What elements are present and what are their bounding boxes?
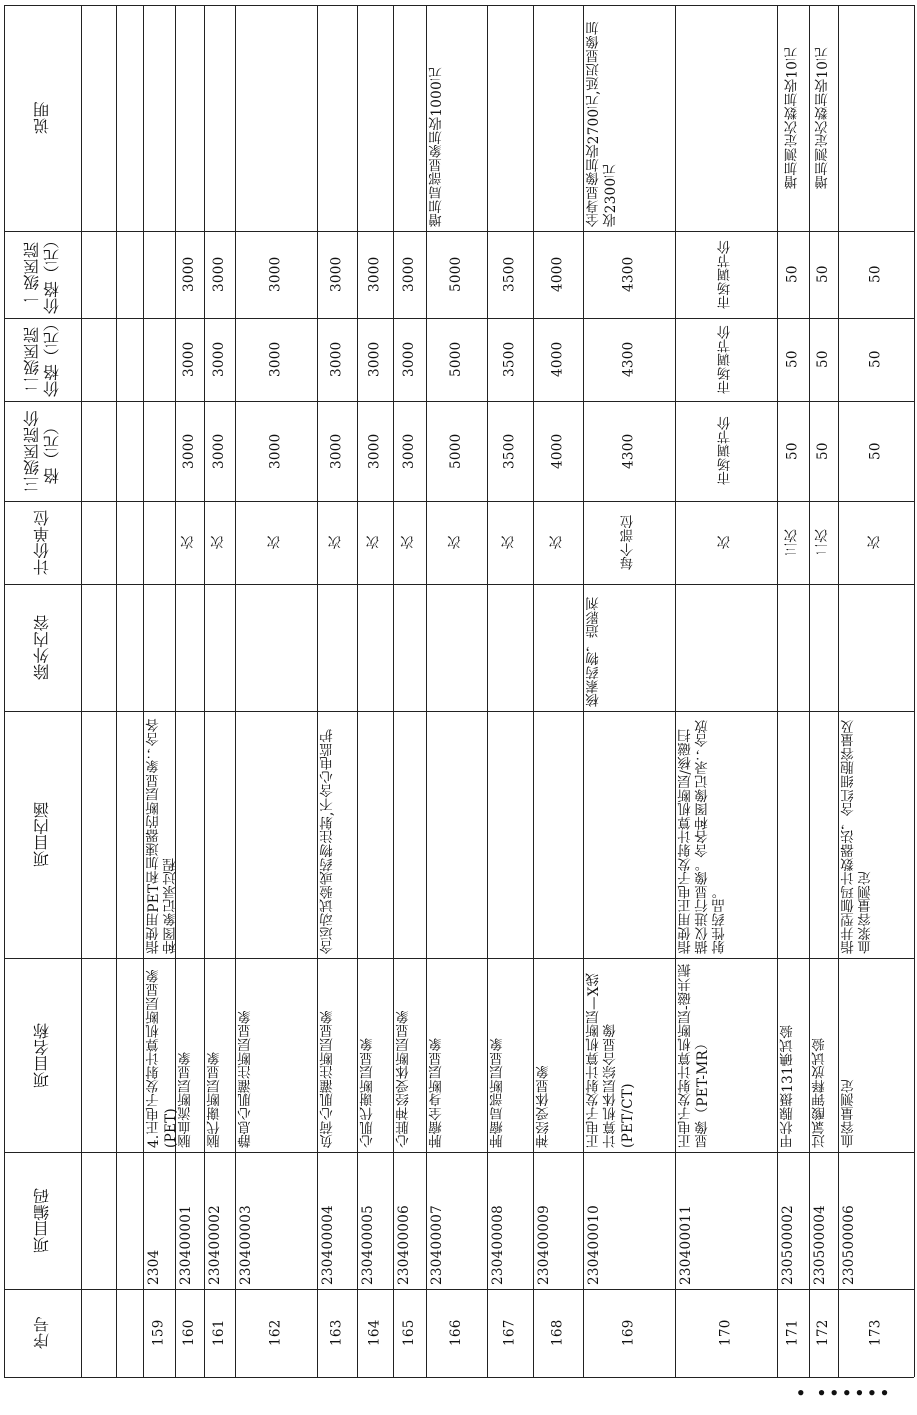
header-cell-name: 项目名称 xyxy=(32,1022,52,1088)
cell-price1: 3000 xyxy=(181,256,197,293)
cell-price3: 4000 xyxy=(549,433,566,469)
header-cell-excluded: 除外内容 xyxy=(32,614,52,681)
cell-name: 负荷心肌灌注断层显象 xyxy=(320,1010,336,1148)
cell-code: 230400006 xyxy=(396,1204,412,1285)
cell-content: 指使用正电子发射计算机断层/核磁扫描仪进行显像。含各种图像记录；含放射性药品。 xyxy=(678,719,728,954)
cell-excluded xyxy=(143,584,175,711)
cell-unit: 每个部位 xyxy=(620,514,637,571)
cell-unit: 次 xyxy=(867,535,884,550)
cell-code: 230400011 xyxy=(678,1204,694,1285)
cell-unit: 次 xyxy=(328,535,345,550)
header-cell-unit: 计价单位 xyxy=(32,509,52,576)
table-rule-vertical xyxy=(914,5,915,1377)
cell-name: 心肌代谢断层显象 xyxy=(360,1037,376,1148)
cell-content: 指使用PET和加速器的断层显象；含各种图象记录过程 xyxy=(146,718,179,954)
cell-content xyxy=(235,711,317,958)
cell-unit: 次 xyxy=(181,535,197,550)
cell-price2: 5000 xyxy=(448,341,464,378)
cell-price2 xyxy=(143,318,175,401)
cell-excluded xyxy=(838,584,914,711)
header-column xyxy=(4,0,81,1415)
cell-content xyxy=(777,711,809,958)
table-rule-vertical xyxy=(116,5,117,1377)
cell-name: 正电子发射计算机断层—X线计算机体层综合显像(PET/CT) xyxy=(586,972,636,1148)
header-cell-price2: 二级医院价格（元） xyxy=(22,315,62,397)
cell-excluded: 核素药物，造影剂 xyxy=(586,596,602,707)
table-row xyxy=(777,0,809,1415)
cell-price2: 3000 xyxy=(328,341,345,378)
cell-unit: 次 xyxy=(501,535,518,550)
cell-price2: 4000 xyxy=(549,341,566,378)
cell-note xyxy=(533,5,583,231)
cell-name: 甲状腺摄131碘试验 xyxy=(780,1024,796,1148)
cell-excluded xyxy=(204,584,235,711)
cell-price1: 50 xyxy=(867,265,884,284)
cell-name: 肿瘤局部断层显象 xyxy=(490,1037,506,1148)
cell-code: 230400004 xyxy=(320,1204,336,1285)
cell-note: 增加局部显象加收1000元 xyxy=(429,67,445,227)
cell-code: 230500006 xyxy=(841,1204,857,1285)
table-row xyxy=(235,0,317,1415)
cell-seq: 169 xyxy=(620,1319,637,1347)
cell-note xyxy=(487,5,533,231)
cell-price1: 4300 xyxy=(620,256,637,293)
cell-seq: 159 xyxy=(150,1319,167,1347)
cell-name: 4.正电子发射计算机断层显象(PET) xyxy=(146,968,179,1148)
cell-name: 正电子发射计算机断层-磁共振显像（PET-MR） xyxy=(678,963,711,1148)
cell-content: 含运动试验或药物注射,不含心电监护 xyxy=(320,728,336,954)
cell-content xyxy=(583,711,675,958)
cell-price2: 50 xyxy=(815,350,831,369)
cell-unit: 次 xyxy=(448,535,464,550)
cell-note xyxy=(675,5,777,231)
cell-price3: 50 xyxy=(815,442,831,460)
cell-content xyxy=(175,711,204,958)
cell-excluded xyxy=(809,584,838,711)
cell-excluded xyxy=(393,584,426,711)
cell-unit: 次 xyxy=(401,535,417,550)
header-cell-seq: 序号 xyxy=(32,1316,52,1350)
cell-name: 过氯酸钾释放试验 xyxy=(812,1037,828,1148)
cell-price3: 3000 xyxy=(181,433,197,469)
cell-unit: 次 xyxy=(549,535,566,550)
table-row xyxy=(143,0,179,1415)
cell-note xyxy=(175,5,204,231)
cell-price2: 3000 xyxy=(401,341,417,378)
table-row xyxy=(838,0,914,1415)
table-row xyxy=(809,0,838,1415)
cell-price3: 4300 xyxy=(620,433,637,469)
cell-seq: 170 xyxy=(717,1319,734,1347)
cell-note xyxy=(838,5,914,231)
cell-price1: 3000 xyxy=(401,256,417,293)
cell-price1: 5000 xyxy=(448,256,464,293)
cell-note xyxy=(143,5,175,231)
cell-note xyxy=(204,5,235,231)
cell-seq: 164 xyxy=(366,1319,383,1347)
cell-seq: 166 xyxy=(448,1319,464,1347)
cell-price2: 3000 xyxy=(211,341,227,378)
cell-code: 230400007 xyxy=(429,1204,445,1285)
cell-content xyxy=(426,711,487,958)
cell-content xyxy=(204,711,235,958)
cell-name: 静息心肌灌注断层显象 xyxy=(238,1010,254,1148)
cell-excluded xyxy=(487,584,533,711)
cell-price3: 3000 xyxy=(366,433,383,469)
cell-price3: 市场调节价 xyxy=(717,416,734,486)
cell-price2: 50 xyxy=(784,350,801,369)
cell-price2: 4300 xyxy=(620,341,637,378)
cell-name: 神经受体显象 xyxy=(536,1065,552,1148)
cell-price1 xyxy=(143,231,175,318)
table-row xyxy=(533,0,583,1415)
cell-price1: 3500 xyxy=(501,256,518,293)
cell-seq: 165 xyxy=(401,1319,417,1347)
cell-code: 230400005 xyxy=(360,1204,376,1285)
table-row xyxy=(426,0,487,1415)
cell-unit: 次 xyxy=(717,535,734,550)
cell-price2: 3000 xyxy=(267,341,284,378)
cell-price3: 3000 xyxy=(328,433,345,469)
continuation-dots: • •••••• xyxy=(796,1384,893,1402)
cell-code: 230400009 xyxy=(536,1204,552,1285)
cell-code: 230400002 xyxy=(207,1204,223,1285)
cell-price1: 3000 xyxy=(328,256,345,293)
cell-excluded xyxy=(235,584,317,711)
cell-seq: 172 xyxy=(815,1319,831,1347)
cell-price3: 3000 xyxy=(401,433,417,469)
cell-content: 指井型伽玛计数器法，含红细胞容量及血浆容量测定 xyxy=(841,719,874,954)
cell-unit xyxy=(143,501,175,584)
cell-price1: 市场调节价 xyxy=(717,240,734,309)
cell-note xyxy=(235,5,317,231)
header-cell-code: 项目编码 xyxy=(32,1187,52,1254)
cell-seq: 171 xyxy=(784,1319,801,1347)
table-rule-vertical xyxy=(81,5,82,1377)
cell-unit: 二次 xyxy=(815,528,831,557)
cell-price3: 50 xyxy=(867,442,884,460)
cell-excluded xyxy=(533,584,583,711)
cell-name: 心脏神经受体断层显象 xyxy=(396,1010,412,1148)
cell-seq: 161 xyxy=(211,1319,227,1347)
cell-content xyxy=(357,711,393,958)
cell-code: 230500002 xyxy=(780,1204,796,1285)
cell-code: 230400003 xyxy=(238,1204,254,1285)
cell-price2: 3000 xyxy=(366,341,383,378)
cell-excluded xyxy=(357,584,393,711)
cell-price3: 3000 xyxy=(267,433,284,469)
table-row xyxy=(393,0,426,1415)
cell-name: 脑代谢断层显象 xyxy=(207,1051,223,1148)
cell-price3 xyxy=(143,401,175,501)
cell-content xyxy=(487,711,533,958)
cell-unit: 次 xyxy=(366,535,383,550)
table-row xyxy=(175,0,204,1415)
cell-price3: 3500 xyxy=(501,433,518,469)
table-row xyxy=(487,0,533,1415)
cell-content xyxy=(533,711,583,958)
cell-content xyxy=(809,711,838,958)
cell-note: 全身显像加收2700元,延迟显像加收2300元 xyxy=(586,21,619,227)
cell-excluded xyxy=(175,584,204,711)
cell-unit: 次 xyxy=(267,535,284,550)
cell-note: 增加测定次数加收10元 xyxy=(815,47,831,189)
cell-excluded xyxy=(317,584,357,711)
table-row xyxy=(317,0,357,1415)
cell-price2: 市场调节价 xyxy=(717,325,734,394)
header-cell-price3: 三级医院价格（元） xyxy=(22,410,62,492)
cell-seq: 162 xyxy=(267,1319,284,1347)
header-cell-content: 项目内涵 xyxy=(32,801,52,868)
cell-code: 2304 xyxy=(146,1249,162,1285)
cell-price3: 50 xyxy=(784,442,801,460)
cell-price1: 50 xyxy=(815,265,831,284)
cell-unit: 三次 xyxy=(784,528,801,557)
cell-name: 肿瘤全身断层显象 xyxy=(429,1037,445,1148)
cell-name: 脑血流断层显象 xyxy=(178,1051,194,1148)
cell-note xyxy=(393,5,426,231)
cell-seq: 173 xyxy=(867,1319,884,1347)
cell-price1: 4000 xyxy=(549,256,566,293)
cell-price3: 3000 xyxy=(211,433,227,469)
cell-content xyxy=(393,711,426,958)
header-cell-price1: 一级医院价格（元） xyxy=(22,232,62,314)
cell-name: 血容量测定 xyxy=(841,1079,857,1148)
cell-note xyxy=(357,5,393,231)
cell-code: 230400008 xyxy=(490,1204,506,1285)
table-row xyxy=(204,0,235,1415)
cell-price2: 3000 xyxy=(181,341,197,378)
table-row xyxy=(675,0,777,1415)
cell-seq: 163 xyxy=(328,1319,345,1347)
cell-price2: 3500 xyxy=(501,341,518,378)
table-row xyxy=(583,0,675,1415)
cell-code: 230400010 xyxy=(586,1204,602,1285)
cell-price1: 50 xyxy=(784,265,801,284)
table-row xyxy=(357,0,393,1415)
cell-price3: 5000 xyxy=(448,433,464,469)
cell-note xyxy=(317,5,357,231)
cell-unit: 次 xyxy=(211,535,227,550)
header-cell-note: 说明 xyxy=(32,101,52,135)
cell-seq: 167 xyxy=(501,1319,518,1347)
cell-price1: 3000 xyxy=(211,256,227,293)
cell-price2: 50 xyxy=(867,350,884,369)
cell-code: 230500004 xyxy=(812,1204,828,1285)
cell-excluded xyxy=(777,584,809,711)
cell-excluded xyxy=(426,584,487,711)
cell-code: 230400001 xyxy=(178,1204,194,1285)
cell-excluded xyxy=(675,584,777,711)
cell-note: 增加测定次数加收10元 xyxy=(784,47,801,189)
cell-seq: 160 xyxy=(181,1319,197,1347)
cell-price1: 3000 xyxy=(267,256,284,293)
cell-price1: 3000 xyxy=(366,256,383,293)
cell-seq: 168 xyxy=(549,1319,566,1347)
